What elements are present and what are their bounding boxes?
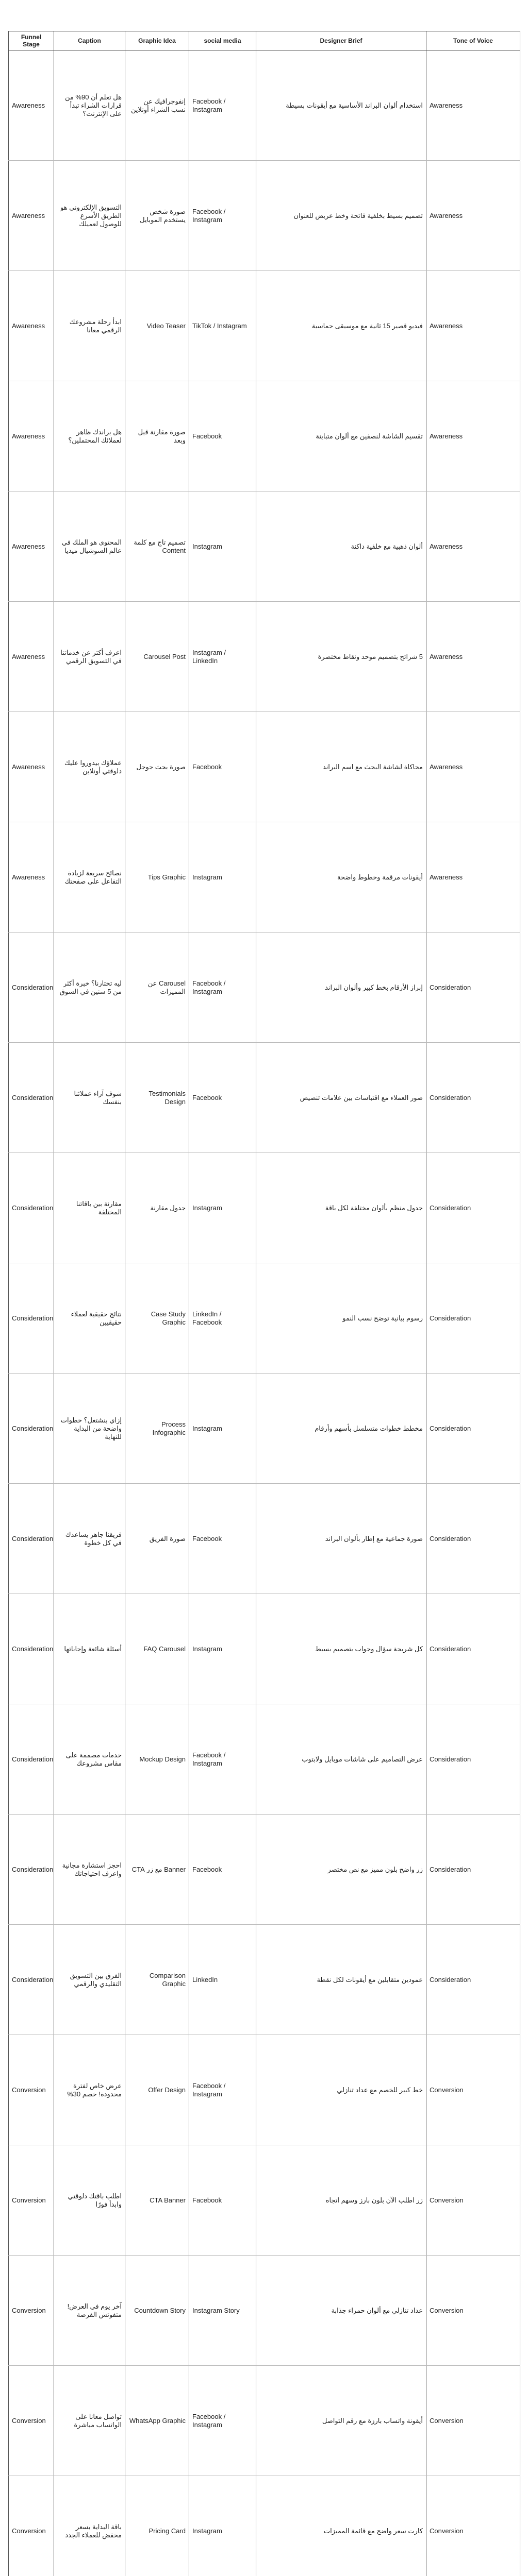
designer-brief-cell: صور العملاء مع اقتباسات بين علامات تنصيص [256, 1043, 426, 1153]
table-row [9, 2476, 520, 2576]
tone-of-voice-cell: Conversion [426, 2035, 520, 2145]
designer-brief-cell: استخدام ألوان البراند الأساسية مع أيقونات بسيطة [256, 50, 426, 161]
designer-brief-cell: زر واضح بلون مميز مع نص مختصر [256, 1815, 426, 1925]
table-row [9, 1815, 520, 1925]
caption-cell: أسئلة شائعة وإجاباتها [54, 1594, 125, 1704]
caption-cell: التسويق الإلكتروني هو الطريق الأسرع للوصول لعميلك [54, 161, 125, 271]
caption-cell: فريقنا جاهز يساعدك في كل خطوة [54, 1484, 125, 1594]
graphic-idea-cell: WhatsApp Graphic [125, 2366, 189, 2476]
tone-of-voice-cell: Conversion [426, 2476, 520, 2576]
table-row [9, 822, 520, 933]
funnel-stage-cell: Conversion [9, 2035, 54, 2145]
designer-brief-cell: إبراز الأرقام بخط كبير وألوان البراند [256, 933, 426, 1043]
social-media-cell: Facebook [189, 712, 256, 822]
funnel-stage-cell: Consideration [9, 1043, 54, 1153]
graphic-idea-cell: Banner مع زر CTA [125, 1815, 189, 1925]
tone-of-voice-cell: Consideration [426, 1263, 520, 1374]
caption-cell: تواصل معانا على الواتساب مباشرة [54, 2366, 125, 2476]
funnel-stage-cell: Consideration [9, 1815, 54, 1925]
graphic-idea-cell: Video Teaser [125, 271, 189, 381]
designer-brief-cell: عرض التصاميم على شاشات موبايل ولابتوب [256, 1704, 426, 1815]
table-row [9, 712, 520, 822]
tone-of-voice-cell: Consideration [426, 1374, 520, 1484]
caption-cell: اعرف أكتر عن خدماتنا في التسويق الرقمي [54, 602, 125, 712]
caption-cell: نتائج حقيقية لعملاء حقيقيين [54, 1263, 125, 1374]
table-row [9, 1704, 520, 1815]
social-media-cell: Instagram [189, 1153, 256, 1263]
funnel-stage-cell: Awareness [9, 712, 54, 822]
tone-of-voice-cell: Awareness [426, 602, 520, 712]
social-media-cell: TikTok / Instagram [189, 271, 256, 381]
designer-brief-cell: ألوان ذهبية مع خلفية داكنة [256, 492, 426, 602]
graphic-idea-cell: Pricing Card [125, 2476, 189, 2576]
caption-cell: اطلب باقتك دلوقتي وابدأ فورًا [54, 2145, 125, 2256]
header-tone-of-voice: Tone of Voice [426, 31, 520, 50]
funnel-stage-cell: Awareness [9, 161, 54, 271]
table-body [9, 50, 520, 2576]
graphic-idea-cell: صورة بحث جوجل [125, 712, 189, 822]
social-media-cell: Instagram [189, 822, 256, 933]
graphic-idea-cell: Countdown Story [125, 2256, 189, 2366]
social-media-cell: Facebook [189, 1484, 256, 1594]
social-media-cell: Instagram / LinkedIn [189, 602, 256, 712]
funnel-stage-cell: Conversion [9, 2366, 54, 2476]
funnel-stage-cell: Consideration [9, 933, 54, 1043]
table-header-row [9, 31, 520, 50]
funnel-stage-cell: Conversion [9, 2476, 54, 2576]
social-media-cell: Instagram [189, 2476, 256, 2576]
funnel-stage-cell: Awareness [9, 492, 54, 602]
graphic-idea-cell: Mockup Design [125, 1704, 189, 1815]
graphic-idea-cell: Offer Design [125, 2035, 189, 2145]
designer-brief-cell: مخطط خطوات متسلسل بأسهم وأرقام [256, 1374, 426, 1484]
graphic-idea-cell: صورة مقارنة قبل وبعد [125, 381, 189, 492]
social-media-cell: Facebook / Instagram [189, 1704, 256, 1815]
social-media-cell: LinkedIn [189, 1925, 256, 2035]
table-row [9, 271, 520, 381]
graphic-idea-cell: صورة شخص يستخدم الموبايل [125, 161, 189, 271]
table-row [9, 381, 520, 492]
funnel-stage-cell: Awareness [9, 602, 54, 712]
table-row [9, 492, 520, 602]
funnel-stage-cell: Consideration [9, 1263, 54, 1374]
graphic-idea-cell: Tips Graphic [125, 822, 189, 933]
social-media-cell: Facebook [189, 2145, 256, 2256]
social-media-cell: Facebook [189, 381, 256, 492]
tone-of-voice-cell: Conversion [426, 2145, 520, 2256]
social-media-cell: Facebook / Instagram [189, 161, 256, 271]
header-funnel-stage: Funnel Stage [9, 31, 54, 50]
tone-of-voice-cell: Consideration [426, 1815, 520, 1925]
designer-brief-cell: جدول منظم بألوان مختلفة لكل باقة [256, 1153, 426, 1263]
caption-cell: هل تعلم أن 90% من قرارات الشراء تبدأ على الإنترنت؟ [54, 50, 125, 161]
table-row [9, 602, 520, 712]
funnel-stage-cell: Awareness [9, 381, 54, 492]
tone-of-voice-cell: Consideration [426, 1153, 520, 1263]
caption-cell: ابدأ رحلة مشروعك الرقمي معانا [54, 271, 125, 381]
funnel-stage-cell: Awareness [9, 822, 54, 933]
table-row [9, 2256, 520, 2366]
header-caption: Caption [54, 31, 125, 50]
header-graphic-idea: Graphic Idea [125, 31, 189, 50]
designer-brief-cell: خط كبير للخصم مع عداد تنازلي [256, 2035, 426, 2145]
table-row [9, 1153, 520, 1263]
caption-cell: احجز استشارة مجانية واعرف احتياجاتك [54, 1815, 125, 1925]
designer-brief-cell: رسوم بيانية توضح نسب النمو [256, 1263, 426, 1374]
table-row [9, 1374, 520, 1484]
caption-cell: آخر يوم في العرض! متفوتش الفرصة [54, 2256, 125, 2366]
social-media-cell: Facebook / Instagram [189, 50, 256, 161]
caption-cell: هل براندك ظاهر لعملائك المحتملين؟ [54, 381, 125, 492]
social-media-cell: Instagram [189, 1374, 256, 1484]
graphic-idea-cell: Carousel عن المميزات [125, 933, 189, 1043]
graphic-idea-cell: FAQ Carousel [125, 1594, 189, 1704]
designer-brief-cell: أيقونات مرقمة وخطوط واضحة [256, 822, 426, 933]
tone-of-voice-cell: Consideration [426, 1043, 520, 1153]
funnel-stage-cell: Awareness [9, 271, 54, 381]
tone-of-voice-cell: Awareness [426, 161, 520, 271]
designer-brief-cell: فيديو قصير 15 ثانية مع موسيقى حماسية [256, 271, 426, 381]
table-row [9, 1594, 520, 1704]
tone-of-voice-cell: Awareness [426, 271, 520, 381]
social-media-cell: LinkedIn / Facebook [189, 1263, 256, 1374]
funnel-stage-cell: Awareness [9, 50, 54, 161]
caption-cell: المحتوى هو الملك في عالم السوشيال ميديا [54, 492, 125, 602]
social-media-cell: Facebook [189, 1043, 256, 1153]
social-media-cell: Facebook / Instagram [189, 933, 256, 1043]
graphic-idea-cell: Case Study Graphic [125, 1263, 189, 1374]
funnel-stage-cell: Conversion [9, 2145, 54, 2256]
content-plan-table [8, 31, 520, 2576]
designer-brief-cell: كل شريحة سؤال وجواب بتصميم بسيط [256, 1594, 426, 1704]
tone-of-voice-cell: Awareness [426, 492, 520, 602]
table-row [9, 1484, 520, 1594]
social-media-cell: Facebook / Instagram [189, 2366, 256, 2476]
graphic-idea-cell: Carousel Post [125, 602, 189, 712]
designer-brief-cell: تقسيم الشاشة لنصفين مع ألوان متباينة [256, 381, 426, 492]
table-row [9, 50, 520, 161]
table-row [9, 2145, 520, 2256]
graphic-idea-cell: CTA Banner [125, 2145, 189, 2256]
funnel-stage-cell: Consideration [9, 1704, 54, 1815]
social-media-cell: Facebook / Instagram [189, 2035, 256, 2145]
designer-brief-cell: عمودين متقابلين مع أيقونات لكل نقطة [256, 1925, 426, 2035]
tone-of-voice-cell: Awareness [426, 50, 520, 161]
social-media-cell: Facebook [189, 1815, 256, 1925]
table-row [9, 2366, 520, 2476]
tone-of-voice-cell: Awareness [426, 822, 520, 933]
graphic-idea-cell: Testimonials Design [125, 1043, 189, 1153]
table-row [9, 1043, 520, 1153]
graphic-idea-cell: تصميم تاج مع كلمة Content [125, 492, 189, 602]
designer-brief-cell: تصميم بسيط بخلفية فاتحة وخط عريض للعنوان [256, 161, 426, 271]
graphic-idea-cell: جدول مقارنة [125, 1153, 189, 1263]
designer-brief-cell: أيقونة واتساب بارزة مع رقم التواصل [256, 2366, 426, 2476]
funnel-stage-cell: Consideration [9, 1594, 54, 1704]
graphic-idea-cell: Comparison Graphic [125, 1925, 189, 2035]
designer-brief-cell: 5 شرائح بتصميم موحد ونقاط مختصرة [256, 602, 426, 712]
social-media-cell: Instagram Story [189, 2256, 256, 2366]
header-social-media: social media [189, 31, 256, 50]
table-row [9, 1925, 520, 2035]
social-media-cell: Instagram [189, 1594, 256, 1704]
tone-of-voice-cell: Consideration [426, 1704, 520, 1815]
caption-cell: إزاي بنشتغل؟ خطوات واضحة من البداية للنهاية [54, 1374, 125, 1484]
tone-of-voice-cell: Conversion [426, 2256, 520, 2366]
designer-brief-cell: زر اطلب الآن بلون بارز وسهم اتجاه [256, 2145, 426, 2256]
table-row [9, 2035, 520, 2145]
funnel-stage-cell: Consideration [9, 1374, 54, 1484]
header-designer-brief: Designer Brief [256, 31, 426, 50]
caption-cell: شوف آراء عملائنا بنفسك [54, 1043, 125, 1153]
designer-brief-cell: كارت سعر واضح مع قائمة المميزات [256, 2476, 426, 2576]
funnel-stage-cell: Consideration [9, 1153, 54, 1263]
caption-cell: مقارنة بين باقاتنا المختلفة [54, 1153, 125, 1263]
tone-of-voice-cell: Awareness [426, 712, 520, 822]
caption-cell: نصائح سريعة لزيادة التفاعل على صفحتك [54, 822, 125, 933]
caption-cell: خدمات مصممة على مقاس مشروعك [54, 1704, 125, 1815]
table-row [9, 161, 520, 271]
table-row [9, 1263, 520, 1374]
funnel-stage-cell: Conversion [9, 2256, 54, 2366]
funnel-stage-cell: Consideration [9, 1484, 54, 1594]
tone-of-voice-cell: Consideration [426, 1594, 520, 1704]
designer-brief-cell: عداد تنازلي مع ألوان حمراء جذابة [256, 2256, 426, 2366]
graphic-idea-cell: صورة الفريق [125, 1484, 189, 1594]
caption-cell: عملاؤك بيدوروا عليك دلوقتي أونلاين [54, 712, 125, 822]
designer-brief-cell: صورة جماعية مع إطار بألوان البراند [256, 1484, 426, 1594]
caption-cell: عرض خاص لفترة محدودة! خصم 30% [54, 2035, 125, 2145]
tone-of-voice-cell: Awareness [426, 381, 520, 492]
tone-of-voice-cell: Consideration [426, 933, 520, 1043]
social-media-cell: Instagram [189, 492, 256, 602]
table-row [9, 933, 520, 1043]
designer-brief-cell: محاكاة لشاشة البحث مع اسم البراند [256, 712, 426, 822]
tone-of-voice-cell: Consideration [426, 1925, 520, 2035]
tone-of-voice-cell: Conversion [426, 2366, 520, 2476]
graphic-idea-cell: Process Infographic [125, 1374, 189, 1484]
caption-cell: ليه تختارنا؟ خبرة أكثر من 5 سنين في السوق [54, 933, 125, 1043]
tone-of-voice-cell: Consideration [426, 1484, 520, 1594]
caption-cell: باقة البداية بسعر مخفض للعملاء الجدد [54, 2476, 125, 2576]
funnel-stage-cell: Consideration [9, 1925, 54, 2035]
caption-cell: الفرق بين التسويق التقليدي والرقمي [54, 1925, 125, 2035]
graphic-idea-cell: إنفوجرافيك عن نسب الشراء أونلاين [125, 50, 189, 161]
